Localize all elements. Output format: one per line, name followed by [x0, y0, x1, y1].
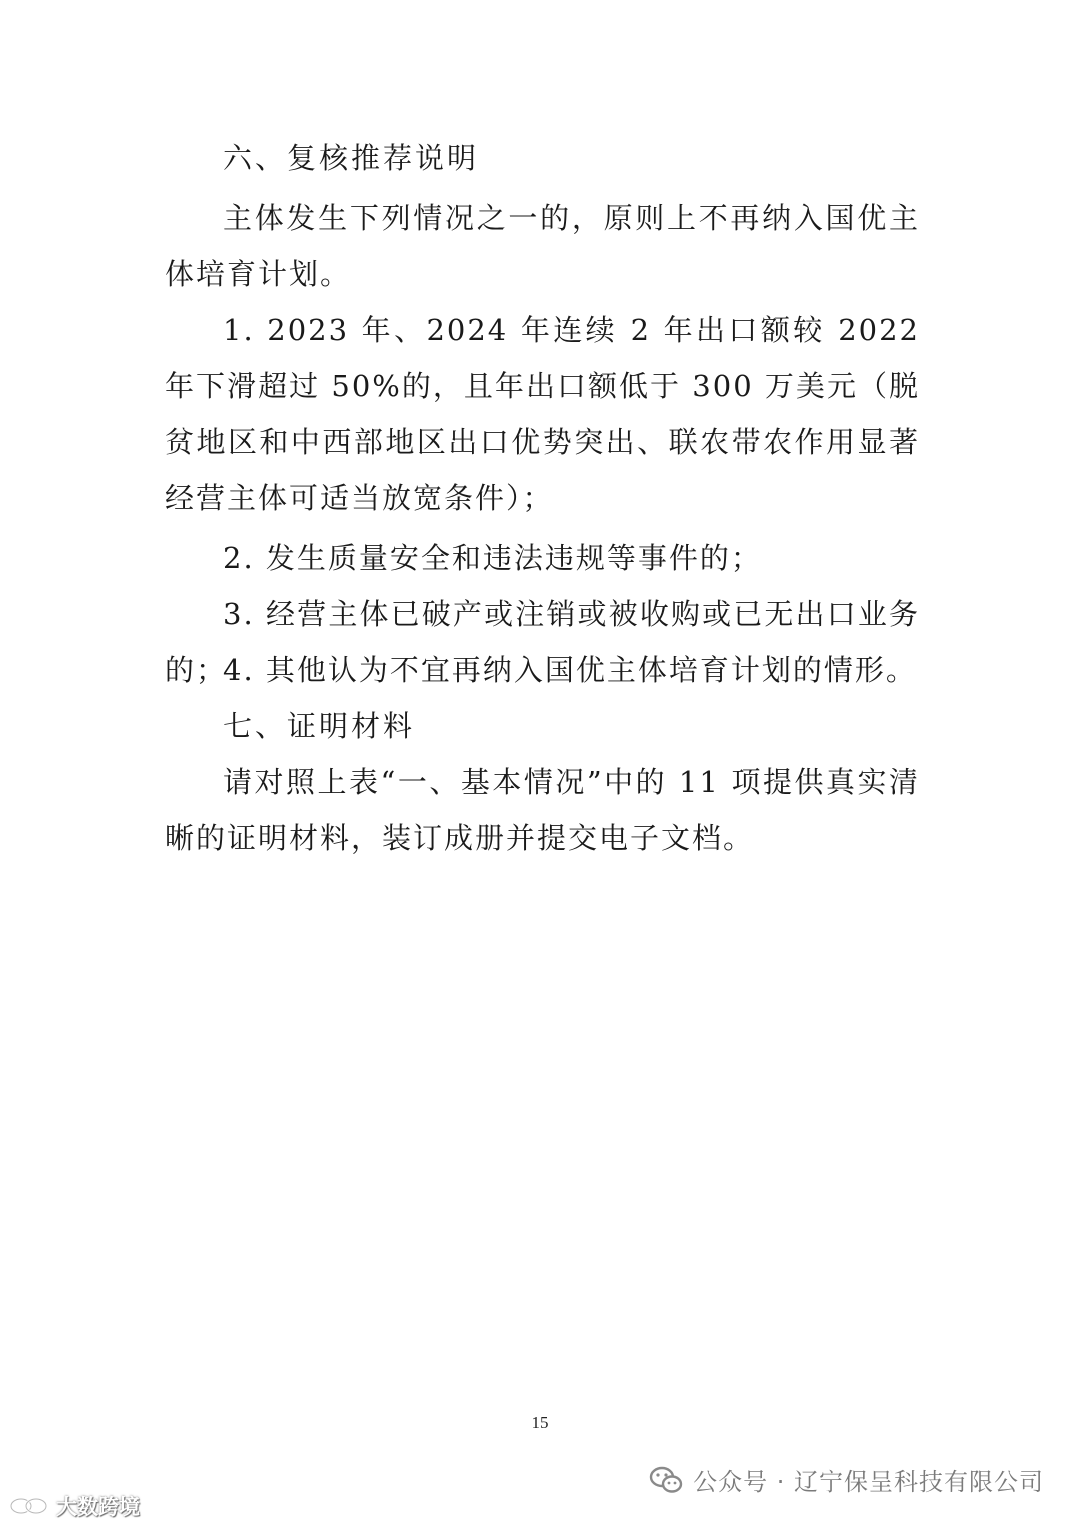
section-6-heading: 六、复核推荐说明 [223, 141, 480, 175]
list-item: 2. 发生质量安全和违法违规等事件的； [223, 541, 762, 575]
wechat-icon [649, 1465, 683, 1495]
section-7-heading: 七、证明材料 [223, 709, 416, 743]
section-7-text: 请对照上表“一、基本情况”中的 11 项提供真实清晰的证明材料，装订成册并提交电子文档。 [165, 765, 920, 855]
list-item: 4. 其他认为不宜再纳入国优主体培育计划的情形。 [223, 653, 917, 687]
chain-link-icon [8, 1493, 50, 1519]
watermark-text: 大数跨境 [56, 1495, 140, 1519]
list-item: 3. 经营主体已破产或注销或被收购或已无出口业务的； [165, 597, 920, 687]
wechat-account-label [649, 1462, 1044, 1497]
watermark [8, 1491, 140, 1521]
page-number: 15 [531, 1413, 549, 1432]
wechat-account-text: 公众号 · 辽宁保呈科技有限公司 [693, 1468, 1044, 1496]
list-item: 1. 2023 年、2024 年连续 2 年出口额较 2022 年下滑超过 50%的，且年出口额低于 300 万美元（脱贫地区和中西部地区出口优势突出、联农带农作用显著经营主体可适当放宽条件）； [165, 313, 920, 515]
section-6-intro: 主体发生下列情况之一的，原则上不再纳入国优主体培育计划。 [165, 201, 920, 291]
